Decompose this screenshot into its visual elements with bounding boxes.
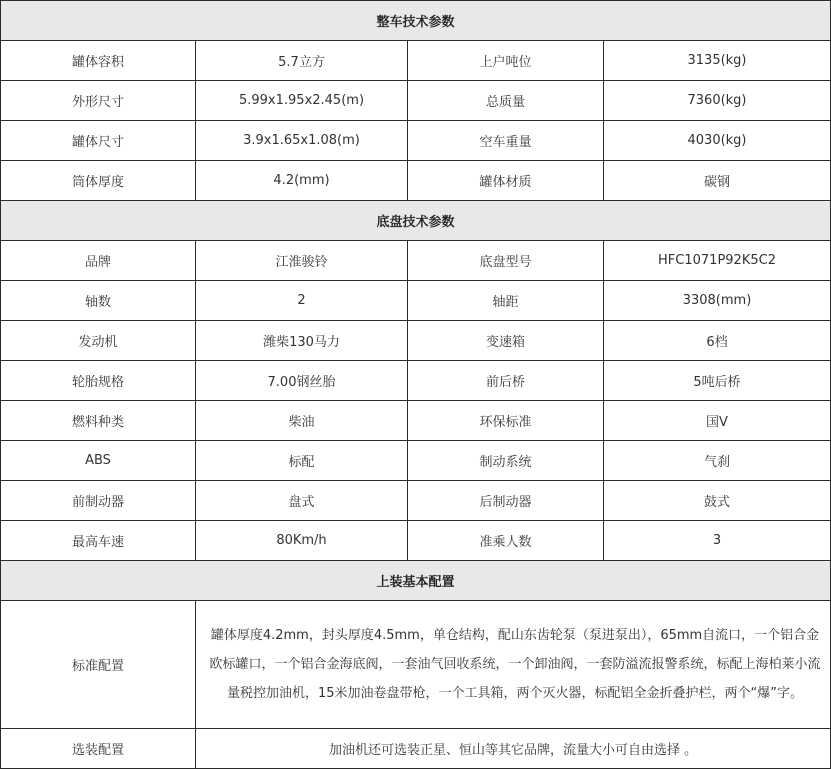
param-label: 前制动器 [1,481,196,521]
table-row [1,281,831,321]
param-value: 2 [196,281,408,321]
param-label: 轴数 [1,281,196,321]
section-title: 上装基本配置 [1,561,831,601]
table-row-optional [1,729,831,769]
param-label: 前后桥 [408,361,604,401]
section-header-equipment [1,561,831,601]
param-value: 6档 [604,321,831,361]
param-value: 气刹 [604,441,831,481]
section-header-vehicle [1,1,831,41]
table-row-standard [1,601,831,729]
standard-config-label: 标准配置 [1,601,196,729]
param-value: 柴油 [196,401,408,441]
param-value: 标配 [196,441,408,481]
param-value: 3308(mm) [604,281,831,321]
optional-config-label: 选装配置 [1,729,196,769]
section-title: 底盘技术参数 [1,201,831,241]
param-label: 环保标准 [408,401,604,441]
param-value: 3.9x1.65x1.08(m) [196,121,408,161]
section-header-chassis [1,201,831,241]
table-row [1,401,831,441]
optional-config-value: 加油机还可选装正星、恒山等其它品牌，流量大小可自由选择 。 [196,729,831,769]
param-value: 盘式 [196,481,408,521]
param-label: 燃料种类 [1,401,196,441]
param-label: 罐体容积 [1,41,196,81]
param-label: 外形尺寸 [1,81,196,121]
param-value: 3135(kg) [604,41,831,81]
param-value: 5.7立方 [196,41,408,81]
param-value: HFC1071P92K5C2 [604,241,831,281]
param-value: 国V [604,401,831,441]
table-row [1,161,831,201]
param-label: 筒体厚度 [1,161,196,201]
table-row [1,41,831,81]
param-label: 空车重量 [408,121,604,161]
param-value: 4.2(mm) [196,161,408,201]
param-label: 最高车速 [1,521,196,561]
param-value: 鼓式 [604,481,831,521]
section-title: 整车技术参数 [1,1,831,41]
param-label: 准乘人数 [408,521,604,561]
param-value: 潍柴130马力 [196,321,408,361]
param-value: 江淮骏铃 [196,241,408,281]
param-label: 轴距 [408,281,604,321]
param-label: 变速箱 [408,321,604,361]
param-value: 7.00钢丝胎 [196,361,408,401]
param-label: 总质量 [408,81,604,121]
param-label: 发动机 [1,321,196,361]
table-row [1,81,831,121]
param-value: 5.99x1.95x2.45(m) [196,81,408,121]
param-label: 上户吨位 [408,41,604,81]
param-label: 罐体尺寸 [1,121,196,161]
param-label: 底盘型号 [408,241,604,281]
param-value: 3 [604,521,831,561]
standard-config-value: 罐体厚度4.2mm，封头厚度4.5mm，单仓结构，配山东齿轮泵（泵进泵出），65mm自流口，一个铝合金欧标罐口，一个铝合金海底阀，一套油气回收系统，一个卸油阀，一套防溢流报警系统，标配上海柏莱小流量税控加油机，15米加油卷盘带枪，一个工具箱，两个灭火器，标配铝全金折叠护栏，两个“爆”字。 [196,601,831,729]
param-value: 80Km/h [196,521,408,561]
table-row [1,321,831,361]
param-label: 罐体材质 [408,161,604,201]
param-value: 5吨后桥 [604,361,831,401]
param-label: 制动系统 [408,441,604,481]
table-row [1,241,831,281]
table-row [1,481,831,521]
table-row [1,121,831,161]
param-label: 轮胎规格 [1,361,196,401]
table-row [1,441,831,481]
param-label: ABS [1,441,196,481]
param-value: 7360(kg) [604,81,831,121]
param-label: 后制动器 [408,481,604,521]
param-value: 4030(kg) [604,121,831,161]
table-row [1,361,831,401]
param-label: 品牌 [1,241,196,281]
table-row [1,521,831,561]
param-value: 碳钢 [604,161,831,201]
